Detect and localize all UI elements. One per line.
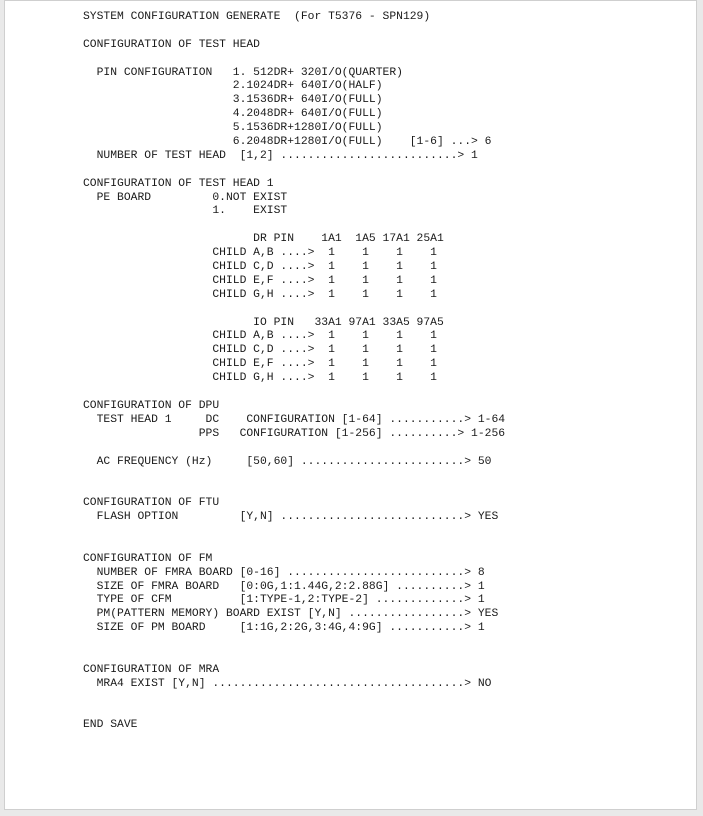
doc-line: PE BOARD 0.NOT EXIST <box>83 191 288 204</box>
doc-line <box>83 525 505 539</box>
doc-line <box>83 442 505 456</box>
doc-line: CHILD A,B ....> 1 1 1 1 <box>83 330 437 343</box>
doc-line: FLASH OPTION [Y,N] ...........................> YES <box>83 511 499 524</box>
doc-line <box>83 25 505 39</box>
doc-line: PPS CONFIGURATION [1-256] ..........> 1-256 <box>83 427 506 440</box>
doc-line: CHILD C,D ....> 1 1 1 1 <box>83 344 437 357</box>
doc-line: SIZE OF FMRA BOARD [0:0G,1:1.44G,2:2.88G] ..........> 1 <box>83 580 485 593</box>
doc-line: 1. EXIST <box>83 205 288 218</box>
doc-line: 2.1024DR+ 640I/O(HALF) <box>83 80 383 93</box>
doc-line: 6.2048DR+1280I/O(FULL) [1-6] ...> 6 <box>83 136 492 149</box>
doc-line <box>83 219 505 233</box>
doc-line: CONFIGURATION OF TEST HEAD <box>83 38 260 51</box>
doc-line <box>83 539 505 553</box>
doc-line <box>83 469 505 483</box>
doc-line <box>83 303 505 317</box>
document-page <box>4 0 697 810</box>
doc-line: TYPE OF CFM [1:TYPE-1,2:TYPE-2] .............> 1 <box>83 594 485 607</box>
configuration-text <box>83 11 505 733</box>
doc-line <box>83 53 505 67</box>
doc-line: NUMBER OF TEST HEAD [1,2] ..........................> 1 <box>83 149 478 162</box>
doc-line: TEST HEAD 1 DC CONFIGURATION [1-64] ...........> 1-64 <box>83 413 506 426</box>
doc-line <box>83 164 505 178</box>
doc-line: CHILD C,D ....> 1 1 1 1 <box>83 261 437 274</box>
doc-line: CHILD G,H ....> 1 1 1 1 <box>83 288 437 301</box>
doc-line <box>83 483 505 497</box>
doc-line: PIN CONFIGURATION 1. 512DR+ 320I/O(QUARTER) <box>83 66 403 79</box>
doc-line: SYSTEM CONFIGURATION GENERATE (For T5376 - SPN129) <box>83 11 431 23</box>
doc-line: PM(PATTERN MEMORY) BOARD EXIST [Y,N] .................> YES <box>83 608 499 621</box>
doc-line: CONFIGURATION OF FTU <box>83 497 220 510</box>
doc-line: CONFIGURATION OF DPU <box>83 399 220 412</box>
doc-line: MRA4 EXIST [Y,N] .....................................> NO <box>83 677 492 690</box>
doc-line: CHILD E,F ....> 1 1 1 1 <box>83 274 437 287</box>
doc-line: NUMBER OF FMRA BOARD [0-16] ..........................> 8 <box>83 566 485 579</box>
doc-line: CONFIGURATION OF TEST HEAD 1 <box>83 177 274 190</box>
doc-line <box>83 692 505 706</box>
doc-line: SIZE OF PM BOARD [1:1G,2:2G,3:4G,4:9G] ...........> 1 <box>83 622 485 635</box>
doc-line: 3.1536DR+ 640I/O(FULL) <box>83 94 383 107</box>
doc-line: DR PIN 1A1 1A5 17A1 25A1 <box>83 233 444 246</box>
doc-line: 5.1536DR+1280I/O(FULL) <box>83 122 383 135</box>
doc-line: CHILD G,H ....> 1 1 1 1 <box>83 372 437 385</box>
doc-line <box>83 386 505 400</box>
doc-line: CHILD A,B ....> 1 1 1 1 <box>83 247 437 260</box>
doc-line: IO PIN 33A1 97A1 33A5 97A5 <box>83 316 444 329</box>
doc-line: CONFIGURATION OF FM <box>83 552 213 565</box>
doc-line: CONFIGURATION OF MRA <box>83 663 220 676</box>
doc-line <box>83 650 505 664</box>
doc-line: 4.2048DR+ 640I/O(FULL) <box>83 108 383 121</box>
doc-line <box>83 636 505 650</box>
doc-line <box>83 706 505 720</box>
doc-line: END SAVE <box>83 719 138 732</box>
doc-line: CHILD E,F ....> 1 1 1 1 <box>83 358 437 371</box>
doc-line: AC FREQUENCY (Hz) [50,60] ........................> 50 <box>83 455 492 468</box>
